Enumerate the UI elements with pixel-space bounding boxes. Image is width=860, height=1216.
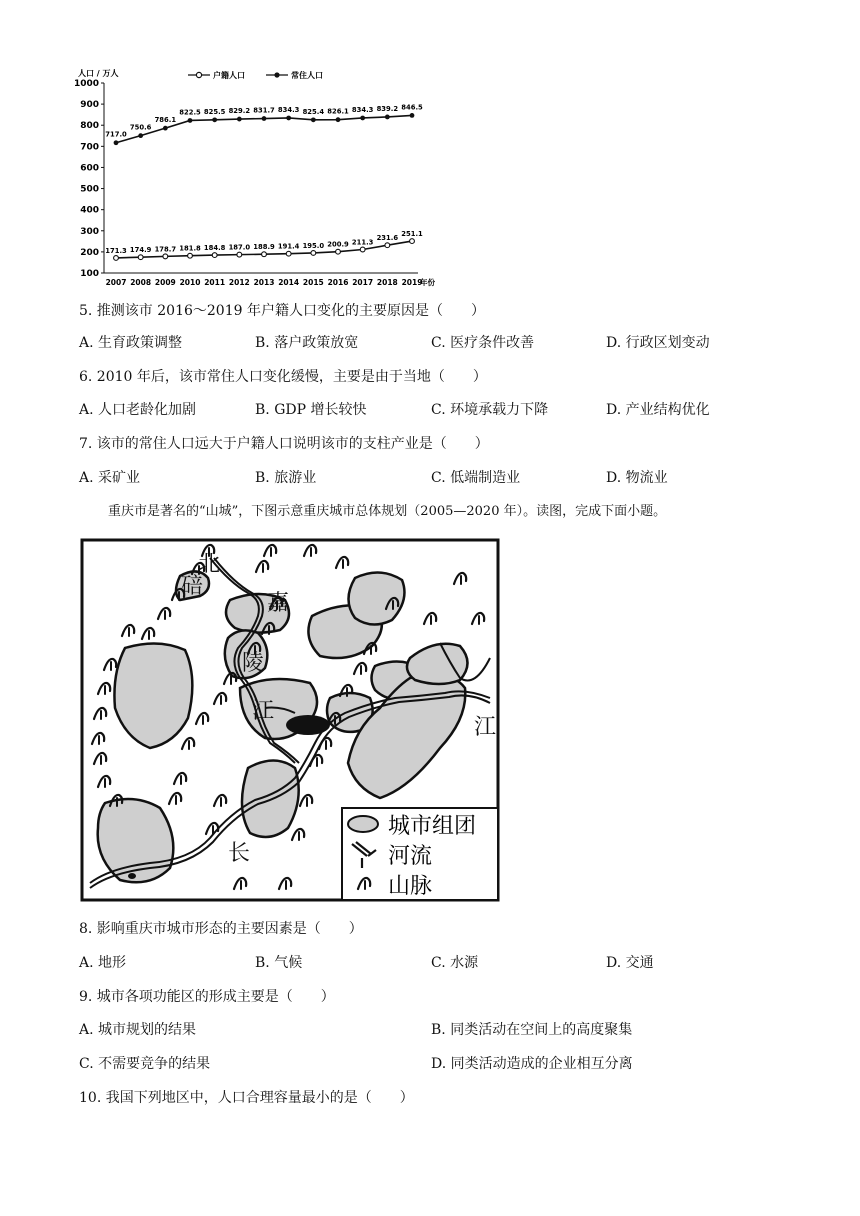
data-point-changzhu (114, 140, 119, 145)
data-label: 174.9 (129, 246, 152, 255)
data-point-huji (237, 252, 242, 257)
data-label: 187.0 (228, 243, 251, 252)
data-label: 822.5 (179, 108, 201, 117)
data-point-changzhu (360, 116, 365, 121)
y-tick-label: 600 (80, 163, 99, 174)
y-tick-label: 700 (80, 142, 99, 153)
q5-option-c: C. 医疗条件改善 (431, 335, 535, 351)
data-label: 191.4 (277, 242, 300, 251)
legend-mountain: 山脉 (388, 874, 433, 899)
q7-option-d: D. 物流业 (606, 470, 668, 486)
x-tick-label: 2008 (130, 278, 152, 287)
label-bei: 北 (198, 552, 221, 577)
data-point-changzhu (311, 117, 316, 122)
data-label: 831.7 (253, 106, 275, 115)
question-6-stem: 6. 2010 年后，该市常住人口变化缓慢，主要是由于当地（ ） (79, 369, 487, 385)
legend-label-huji: 户籍人口 (213, 71, 245, 80)
q9-option-a: A. 城市规划的结果 (79, 1022, 197, 1038)
data-label: 839.2 (376, 104, 399, 113)
legend-label-changzhu: 常住人口 (291, 71, 323, 80)
x-tick-label: 2019 (401, 278, 423, 287)
data-point-changzhu (410, 113, 415, 118)
q9-option-d: D. 同类活动造成的企业相互分离 (431, 1056, 633, 1072)
data-label: 826.1 (327, 107, 349, 116)
x-tick-label: 2017 (352, 278, 374, 287)
data-point-huji (138, 255, 143, 260)
data-label: 825.4 (302, 107, 325, 116)
data-point-huji (385, 243, 390, 248)
q8-option-c: C. 水源 (431, 955, 479, 971)
question-10-stem: 10. 我国下列地区中，人口合理容量最小的是（ ） (79, 1090, 414, 1106)
data-label: 188.9 (253, 243, 275, 252)
x-axis-label: 年份 (420, 278, 435, 287)
data-point-huji (286, 251, 291, 256)
y-tick-label: 800 (80, 121, 99, 132)
y-tick-label: 200 (80, 247, 99, 258)
y-tick-label: 400 (80, 205, 99, 216)
y-tick-label: 500 (80, 184, 99, 195)
y-tick-label: 1000 (73, 79, 99, 89)
q9-option-b: B. 同类活动在空间上的高度聚集 (431, 1022, 633, 1038)
map-intro-text: 重庆市是著名的“山城”，下图示意重庆城市总体规划（2005—2020 年）。读图，完成下面小题。 (108, 504, 667, 519)
x-tick-label: 2018 (376, 278, 398, 287)
data-label: 829.2 (228, 107, 251, 116)
legend-marker-huji (196, 72, 201, 77)
data-point-huji (360, 247, 365, 252)
q6-option-a: A. 人口老龄化加剧 (79, 402, 197, 418)
data-point-changzhu (212, 117, 217, 122)
q6-option-b: B. GDP 增长较快 (255, 402, 367, 418)
legend-city-cluster: 城市组团 (388, 814, 477, 839)
q5-option-a: A. 生育政策调整 (79, 335, 183, 351)
q7-option-b: B. 旅游业 (255, 470, 317, 486)
data-point-huji (410, 239, 415, 244)
q8-option-a: A. 地形 (79, 955, 127, 971)
population-line-chart (70, 68, 435, 290)
data-label: 825.5 (203, 107, 226, 116)
data-label: 231.6 (376, 234, 399, 243)
q8-option-b: B. 气候 (255, 955, 303, 971)
label-jiang-2: 江 (474, 715, 497, 740)
data-point-huji (212, 253, 217, 258)
x-tick-label: 2007 (105, 278, 127, 287)
q5-option-b: B. 落户政策放宽 (255, 335, 359, 351)
y-tick-label: 100 (80, 269, 99, 279)
data-label: 181.8 (179, 244, 201, 253)
data-label: 786.1 (154, 116, 177, 125)
data-label: 834.3 (351, 105, 374, 114)
map-legend (342, 808, 498, 900)
legend-marker-changzhu (274, 72, 279, 77)
data-label: 251.1 (401, 230, 423, 239)
question-7-stem: 7. 该市的常住人口远大于户籍人口说明该市的支柱产业是（ ） (79, 436, 489, 452)
data-point-huji (262, 252, 267, 257)
x-tick-label: 2015 (302, 278, 324, 287)
data-point-huji (163, 254, 168, 259)
q8-option-d: D. 交通 (606, 955, 654, 971)
urban-core (286, 715, 330, 735)
q6-option-d: D. 产业结构优化 (606, 402, 710, 418)
legend-river: 河流 (388, 844, 433, 869)
question-8-stem: 8. 影响重庆市城市形态的主要因素是（ ） (79, 921, 363, 937)
q7-option-c: C. 低端制造业 (431, 470, 521, 486)
y-axis-label: 人口 / 万人 (78, 69, 119, 78)
question-5-stem: 5. 推测该市 2016～2019 年户籍人口变化的主要原因是（ ） (79, 303, 485, 319)
q7-option-a: A. 采矿业 (79, 470, 141, 486)
data-label: 211.3 (351, 238, 374, 247)
x-tick-label: 2012 (228, 278, 250, 287)
data-point-changzhu (336, 117, 341, 122)
data-label: 717.0 (105, 130, 127, 139)
data-point-huji (114, 256, 119, 261)
data-point-changzhu (286, 116, 291, 121)
data-point-huji (188, 253, 193, 258)
label-jia: 嘉 (267, 591, 290, 616)
data-label: 846.5 (401, 103, 423, 112)
y-tick-label: 300 (80, 226, 99, 237)
data-point-changzhu (237, 117, 242, 122)
data-point-changzhu (262, 116, 267, 121)
x-tick-label: 2016 (327, 278, 349, 287)
data-point-changzhu (188, 118, 193, 123)
data-point-changzhu (138, 133, 143, 138)
data-label: 200.9 (327, 240, 349, 249)
data-label: 834.3 (277, 105, 300, 114)
x-tick-label: 2009 (154, 278, 176, 287)
x-tick-label: 2011 (204, 278, 226, 287)
data-label: 171.3 (105, 246, 127, 255)
data-label: 178.7 (154, 245, 177, 254)
y-tick-label: 900 (80, 100, 99, 111)
data-label: 195.0 (302, 241, 325, 250)
x-tick-label: 2010 (179, 278, 201, 287)
x-tick-label: 2014 (278, 278, 300, 287)
label-jiang-1: 江 (252, 699, 275, 724)
data-point-huji (336, 249, 341, 254)
q9-option-c: C. 不需要竞争的结果 (79, 1056, 211, 1072)
data-label: 184.8 (203, 244, 226, 253)
question-9-stem: 9. 城市各项功能区的形成主要是（ ） (79, 989, 335, 1005)
data-label: 750.6 (129, 123, 152, 132)
legend-cluster-symbol (348, 816, 378, 832)
data-point-changzhu (385, 115, 390, 120)
q6-option-c: C. 环境承载力下降 (431, 402, 549, 418)
label-chang: 长 (228, 841, 251, 866)
label-ling: 陵 (242, 651, 265, 676)
data-point-changzhu (163, 126, 168, 131)
q5-option-d: D. 行政区划变动 (606, 335, 710, 351)
chongqing-city-map (80, 538, 500, 902)
x-tick-label: 2013 (253, 278, 275, 287)
data-point-huji (311, 251, 316, 256)
label-pei: 碚 (181, 574, 204, 599)
